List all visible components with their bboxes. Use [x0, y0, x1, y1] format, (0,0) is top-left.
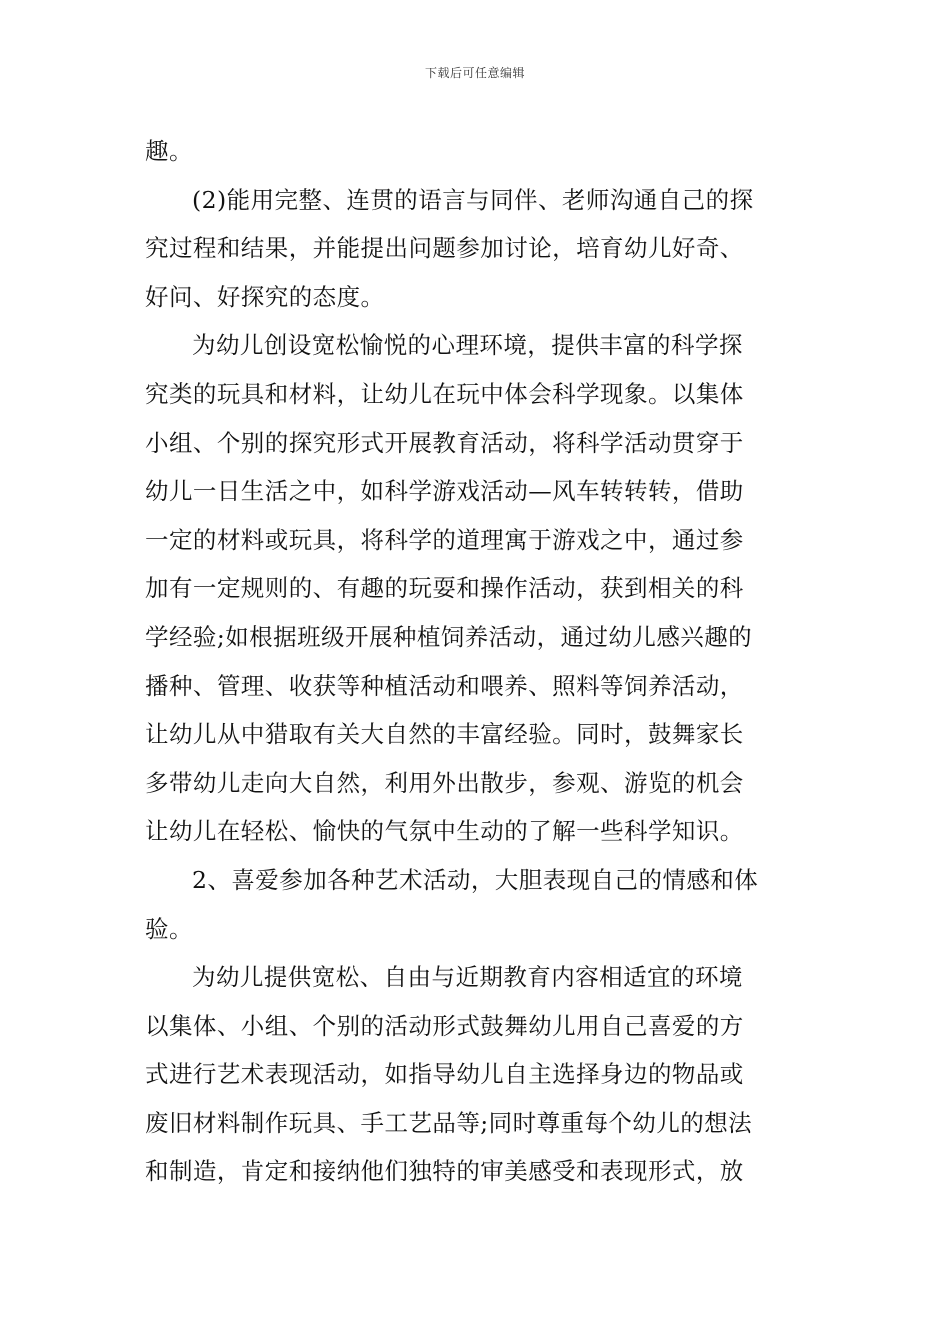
- text-line: 加有一定规则的、有趣的玩耍和操作活动，获到相关的科: [145, 574, 744, 603]
- text-line: 一定的材料或玩具，将科学的道理寓于游戏之中，通过参: [145, 525, 744, 554]
- text-line: 式进行艺术表现活动，如指导幼儿自主选择身边的物品或: [145, 1060, 744, 1089]
- document-body: [145, 127, 810, 1196]
- text-line: 以集体、小组、个别的活动形式鼓舞幼儿用自己喜爱的方: [145, 1011, 744, 1040]
- text-line: 让幼儿在轻松、愉快的气氛中生动的了解一些科学知识。: [145, 817, 744, 846]
- text-line: 验。: [145, 914, 193, 943]
- text-line: 播种、管理、收获等种植活动和喂养、照料等饲养活动，: [145, 671, 744, 700]
- text-line: 2、喜爱参加各种艺术活动，大胆表现自己的情感和体: [192, 865, 759, 894]
- text-line: 废旧材料制作玩具、手工艺品等;同时尊重每个幼儿的想法: [145, 1108, 753, 1137]
- page-header: 下载后可任意编辑: [424, 66, 525, 80]
- text-line: 为幼儿提供宽松、自由与近期教育内容相适宜的环境: [192, 963, 743, 992]
- text-line: (2)能用完整、连贯的语言与同伴、老师沟通自己的探: [192, 185, 754, 214]
- text-line: 究类的玩具和材料，让幼儿在玩中体会科学现象。以集体: [145, 379, 744, 408]
- text-line: 为幼儿创设宽松愉悦的心理环境，提供丰富的科学探: [192, 331, 743, 360]
- text-line: 多带幼儿走向大自然，利用外出散步，参观、游览的机会: [145, 768, 744, 797]
- text-line: 好问、好探究的态度。: [145, 282, 385, 311]
- text-line: 和制造，肯定和接纳他们独特的审美感受和表现形式，放: [145, 1157, 744, 1186]
- text-line: 小组、个别的探究形式开展教育活动，将科学活动贯穿于: [145, 428, 744, 457]
- text-line: 让幼儿从中猎取有关大自然的丰富经验。同时，鼓舞家长: [145, 720, 744, 749]
- text-line: 幼儿一日生活之中，如科学游戏活动—风车转转转，借助: [145, 477, 744, 506]
- text-line: 究过程和结果，并能提出问题参加讨论，培育幼儿好奇、: [145, 234, 744, 263]
- text-line: 学经验;如根据班级开展种植饲养活动，通过幼儿感兴趣的: [145, 622, 753, 651]
- text-line: 趣。: [145, 137, 193, 165]
